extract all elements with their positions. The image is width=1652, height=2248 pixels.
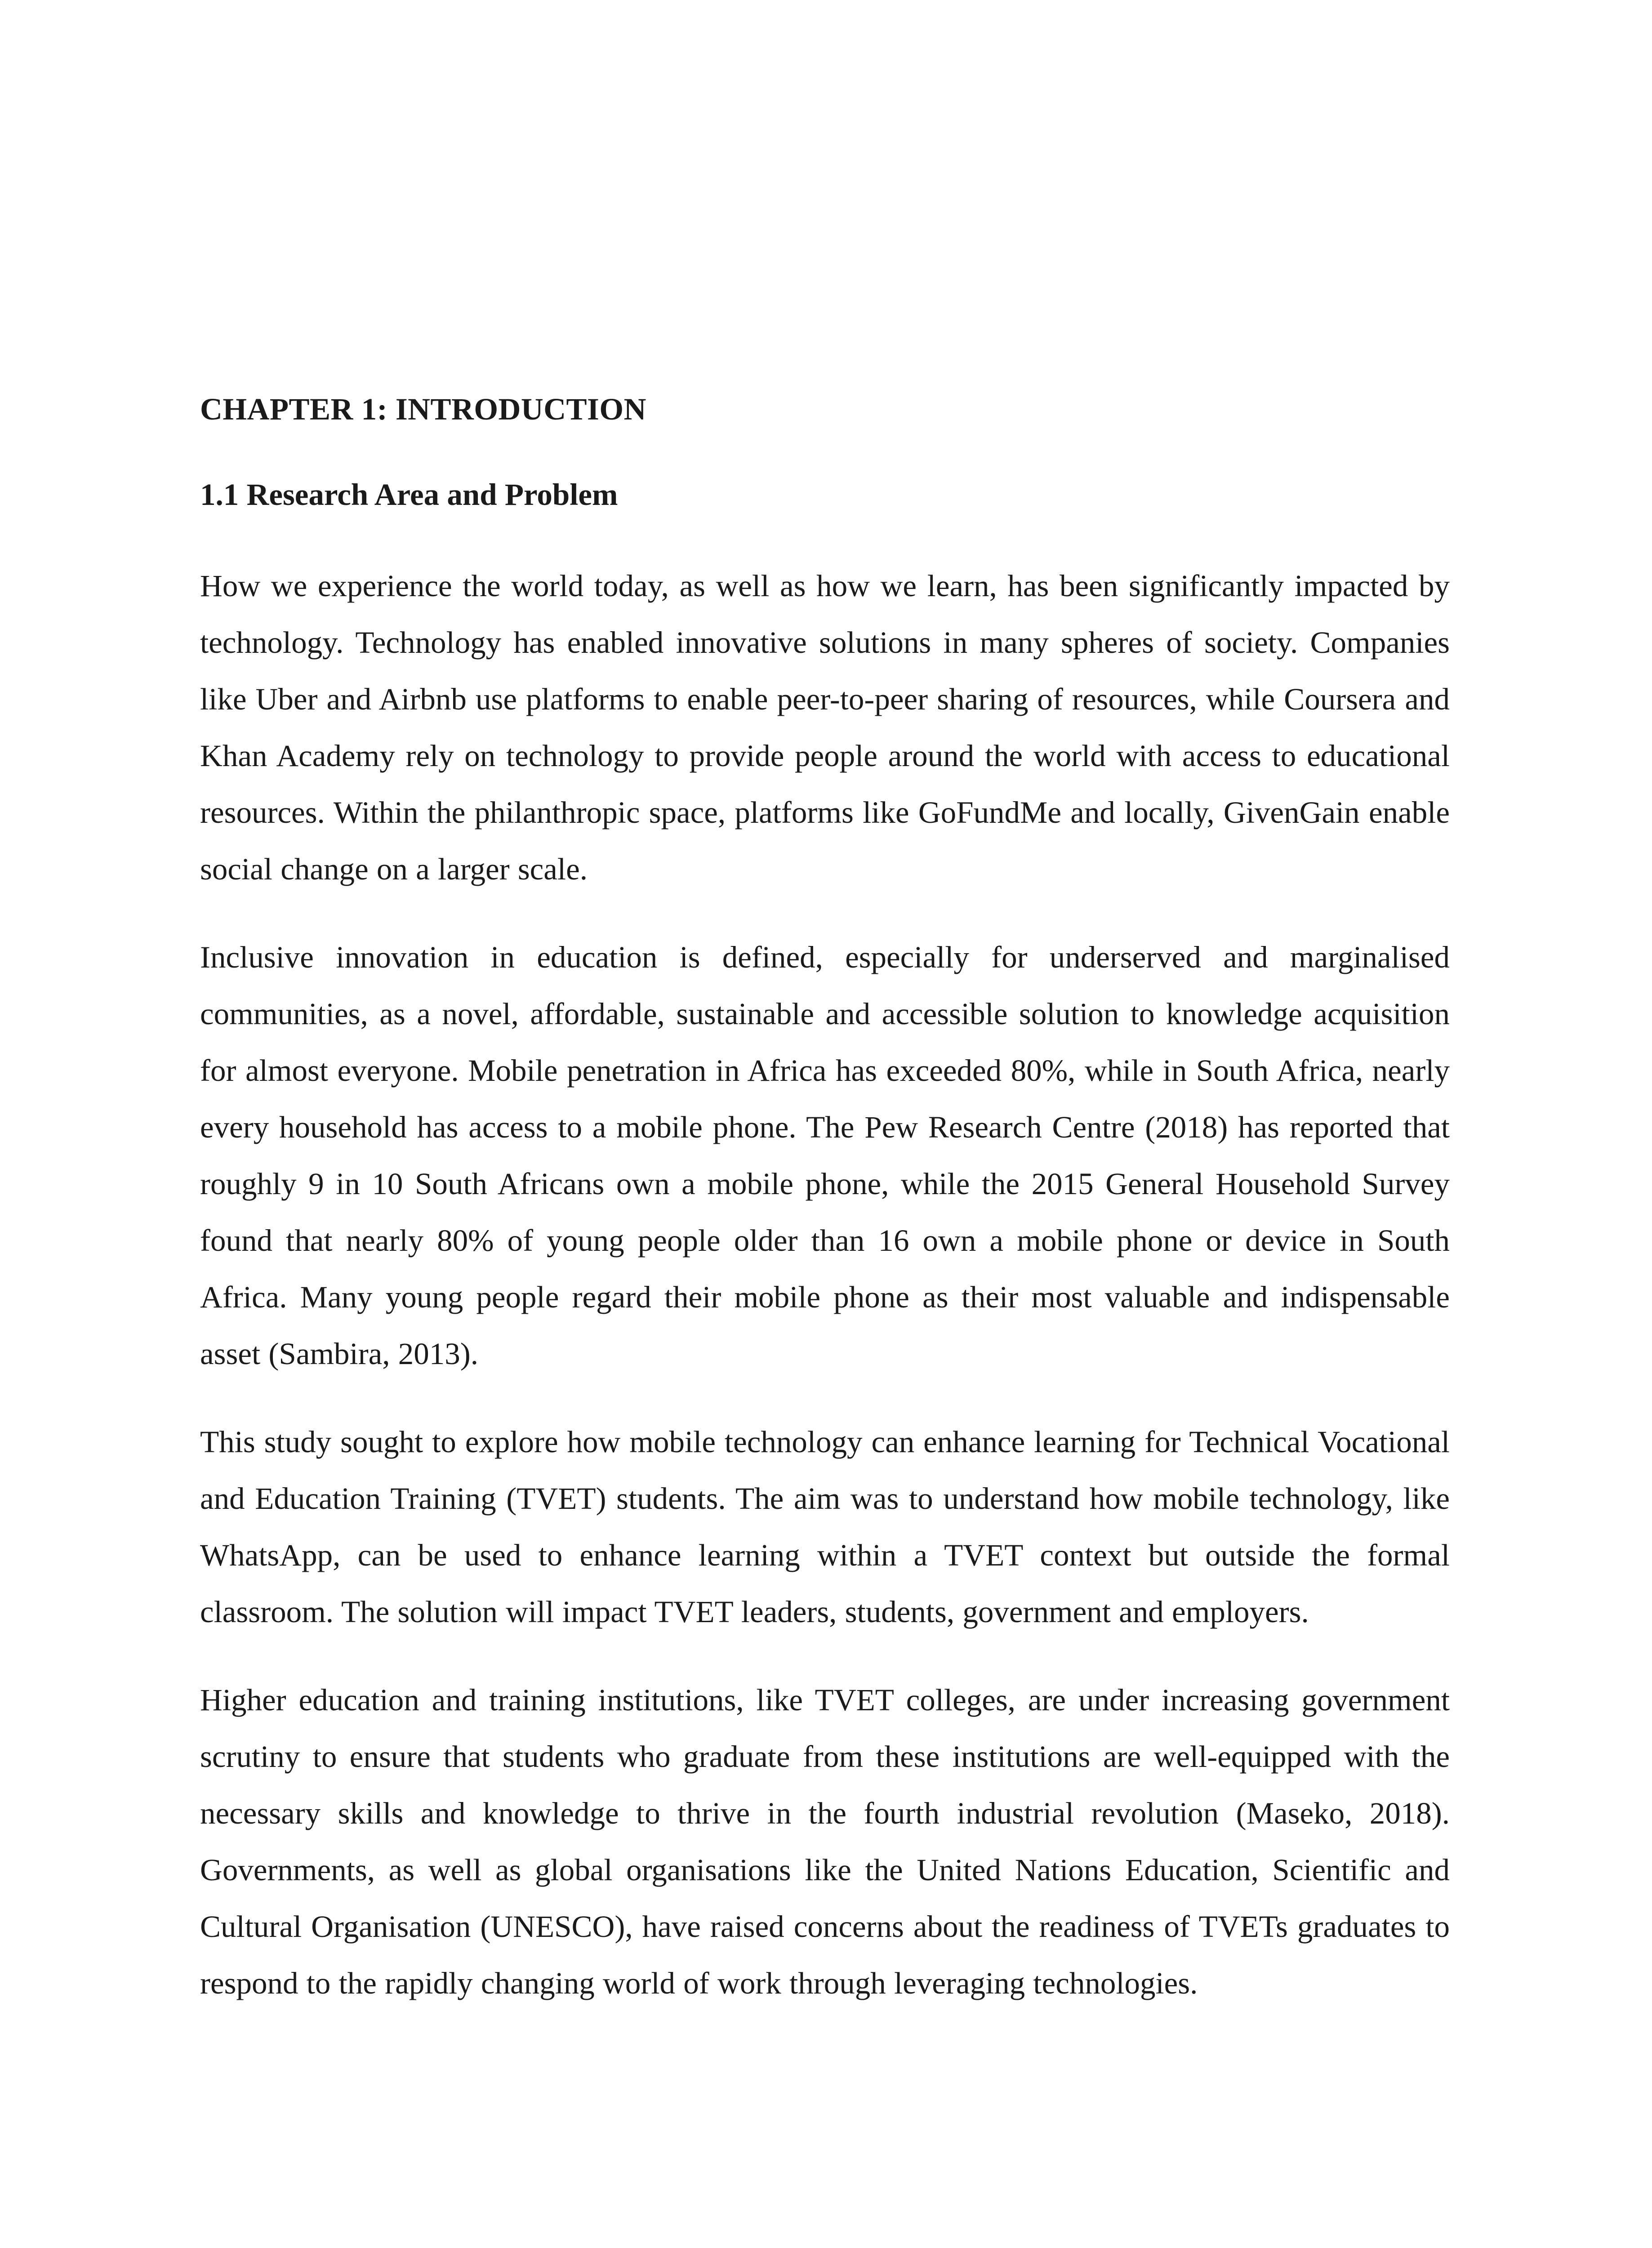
- page-content: [200, 387, 1450, 2043]
- paragraph-4: Higher education and training institutions, like TVET colleges, are under increasing government scrutiny to ensure that students who graduate from these institutions are well-equipped with the necessary skills and knowledge to thrive in the fourth industrial revolution (Maseko, 2018). Governments, as well as global organisations like the United Nations Education, Scientific and Cultural Organisation (UNESCO), have raised concerns about the readiness of TVETs graduates to respond to the rapidly changing world of work through leveraging technologies.: [200, 1683, 1450, 2000]
- paragraph-3: This study sought to explore how mobile technology can enhance learning for Technical Vocational and Education Training (TVET) students. The aim was to understand how mobile technology, like WhatsApp, can be used to enhance learning within a TVET context but outside the formal classroom. The solution will impact TVET leaders, students, government and employers.: [200, 1425, 1450, 1629]
- chapter-title: CHAPTER 1: INTRODUCTION: [200, 392, 646, 426]
- section-title: 1.1 Research Area and Problem: [200, 477, 618, 512]
- paragraph-2: Inclusive innovation in education is defined, especially for underserved and marginalised communities, as a novel, affordable, sustainable and accessible solution to knowledge acquisition for almost everyone. Mobile penetration in Africa has exceeded 80%, while in South Africa, nearly every household has access to a mobile phone. The Pew Research Centre (2018) has reported that roughly 9 in 10 South Africans own a mobile phone, while the 2015 General Household Survey found that nearly 80% of young people older than 16 own a mobile phone or device in South Africa. Many young people regard their mobile phone as their most valuable and indispensable asset (Sambira, 2013).: [200, 940, 1450, 1371]
- paragraph-1: How we experience the world today, as well as how we learn, has been significantly impacted by technology. Technology has enabled innovative solutions in many spheres of society. Companies like Uber and Airbnb use platforms to enable peer-to-peer sharing of resources, while Coursera and Khan Academy rely on technology to provide people around the world with access to educational resources. Within the philanthropic space, platforms like GoFundMe and locally, GivenGain enable social change on a larger scale.: [200, 569, 1450, 886]
